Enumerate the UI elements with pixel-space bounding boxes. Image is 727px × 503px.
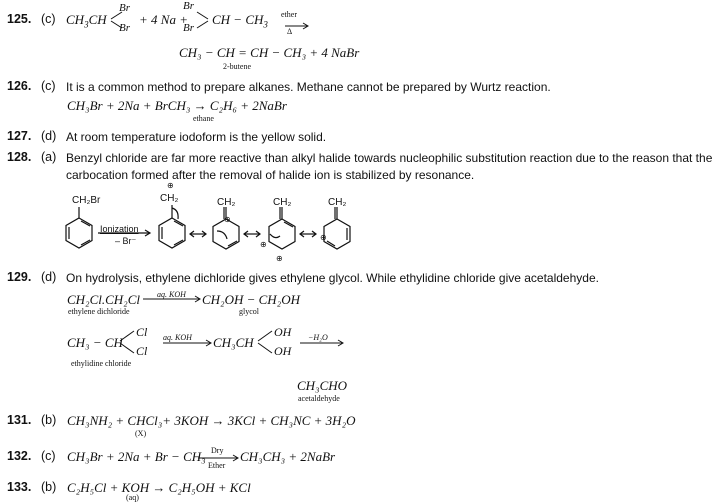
q133-aq-label: (aq)	[126, 493, 139, 502]
q132-number: 132.	[7, 449, 32, 463]
q129-eq3-product: CH₃CHO	[297, 378, 348, 393]
q128-minus-br-label: – Br⁻	[115, 236, 137, 246]
q126-number: 126.	[7, 79, 32, 93]
q127-number: 127.	[7, 129, 32, 143]
q125-number: 125.	[7, 12, 32, 26]
q127-text: At room temperature iodoform is the yellow solid.	[66, 130, 327, 144]
q128-text-line2: carbocation formed after the removal of halide ion is stabilized by resonance.	[66, 168, 475, 182]
q132-reactants: CH₃Br + 2Na + Br − CH₃	[67, 449, 206, 464]
q126-ethane-label: ethane	[193, 114, 214, 123]
q128-resonance-label-4: CH₂	[328, 197, 347, 208]
q125-plus-na: + 4 Na +	[139, 12, 188, 27]
q128-charge-4: ⊕	[276, 254, 283, 263]
q125-condition-bottom: Δ	[287, 27, 293, 36]
q126-text: It is a common method to prepare alkanes. Methane cannot be prepared by Wurtz reaction.	[66, 80, 551, 94]
q129-eq1-condition: aq. KOH	[157, 290, 186, 299]
q125-br-top-2: Br	[183, 0, 194, 12]
q129-eq1-reactant-label: ethylene dichloride	[68, 307, 130, 316]
q128-text-line1: Benzyl chloride are far more reactive than alkyl halide towards nucleophilic substitution reaction due to the reason that the	[66, 151, 713, 165]
q126-equation: CH₃Br + 2Na + BrCH₃ → C₂H₆ + 2NaBr	[67, 98, 287, 113]
q129-eq1-product-label: glycol	[239, 307, 259, 316]
q128-carbocation-label: CH₂	[160, 193, 179, 204]
q129-eq2-reactant-label: ethylidine chloride	[71, 359, 132, 368]
q125-br-top: Br	[119, 2, 130, 14]
q125-reactant-2: CH − $CH_3$	[212, 12, 268, 30]
q133-equation: C₂H₅Cl + KOH → C₂H₅OH + KCl	[67, 480, 251, 495]
q129-number: 129.	[7, 270, 32, 284]
q129-text: On hydrolysis, ethylene dichloride gives ethylene glycol. While ethylidine chloride give acetaldehyde.	[66, 271, 599, 285]
q128-resonance-label-3: CH₂	[273, 197, 292, 208]
q129-eq2-condition-2: −H₂O	[308, 333, 328, 342]
q126-answer: (c)	[41, 79, 56, 93]
q132-condition-bottom: Ether	[208, 461, 226, 470]
q133-answer: (b)	[41, 480, 57, 494]
q129-eq2-cl-top: Cl	[136, 325, 148, 339]
q128-charge-5: ⊕	[320, 233, 327, 242]
q132-products: CH₃CH₃ + 2NaBr	[240, 449, 336, 464]
q129-eq1-product: CH₂OH − CH₂OH	[202, 292, 300, 307]
q125-product-label: 2-butene	[223, 62, 251, 71]
q128-benzyl-bromide-label: CH₂Br	[72, 195, 101, 206]
q129-answer: (d)	[41, 270, 57, 284]
q128-number: 128.	[7, 150, 32, 164]
q125-br-bottom: Br	[119, 22, 130, 34]
q128-resonance-label-2: CH₂	[217, 197, 236, 208]
q132-answer: (c)	[41, 449, 56, 463]
q131-x-label: (X)	[135, 429, 147, 438]
q129-eq2-condition: aq. KOH	[163, 333, 192, 342]
q128-answer: (a)	[41, 150, 57, 164]
q125-br-bottom-2: Br	[183, 22, 194, 34]
q125-reactant-1: $CH_3CH$	[66, 12, 107, 30]
q129-eq1-reactant: CH₂Cl.CH₂Cl	[67, 292, 140, 307]
q129-eq2-reactant: CH₃ − CH	[67, 335, 123, 350]
q129-eq2-cl-bottom: Cl	[136, 344, 148, 358]
q129-eq2-intermediate: CH₃CH	[213, 335, 254, 350]
q133-number: 133.	[7, 480, 32, 494]
q131-answer: (b)	[41, 413, 57, 427]
q128-charge-3: ⊕	[260, 240, 267, 249]
q132-condition-top: Dry	[211, 446, 224, 455]
q128-ionization-label: Ionization	[100, 224, 139, 234]
q128-charge-2: ⊕	[224, 215, 231, 224]
q125-product: CH₃ − CH = CH − CH₃ + 4 NaBr	[179, 45, 360, 60]
q129-eq3-label: acetaldehyde	[298, 394, 340, 403]
q125-condition-top: ether	[281, 10, 297, 19]
q131-number: 131.	[7, 413, 32, 427]
q129-eq2-oh-top: OH	[274, 325, 292, 339]
q129-eq2-oh-bottom: OH	[274, 344, 292, 358]
q127-answer: (d)	[41, 129, 57, 143]
q128-charge-1: ⊕	[167, 181, 174, 190]
q125-answer: (c)	[41, 12, 56, 26]
q131-equation: CH₃NH₂ + CHCl₃+ 3KOH → 3KCl + CH₃NC + 3H₂O	[67, 413, 356, 428]
